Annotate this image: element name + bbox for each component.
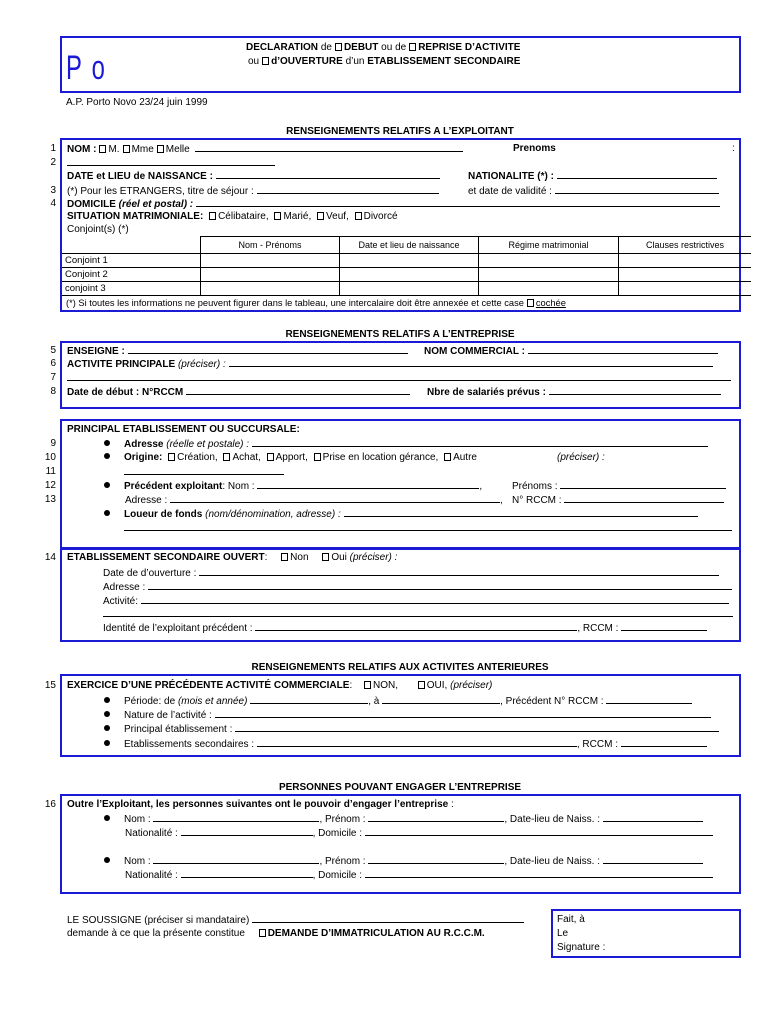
activite-principale-field-continuation[interactable]	[67, 371, 731, 381]
bullet-icon	[104, 510, 110, 516]
fait-a-label: Fait, à	[557, 914, 585, 925]
demande-row: demande à ce que la présente constitue DEMANDE D’IMMATRICULATION AU R.C.C.M.	[67, 928, 485, 939]
table-cell[interactable]	[479, 268, 619, 282]
form-title-line1: DECLARATION de DEBUT ou de REPRISE D’ACTIVITE	[246, 42, 521, 53]
bullet-icon	[104, 725, 110, 731]
nature-row: Nature de l’activité :	[104, 708, 711, 722]
bullet-icon	[104, 482, 110, 488]
personne2-nom-field[interactable]	[153, 854, 319, 864]
personne2-prenom-field[interactable]	[368, 854, 504, 864]
line-number: 10	[44, 452, 56, 463]
origine-row: Origine: Création, Achat, Apport, Prise en location gérance, Autre	[104, 451, 477, 464]
table-cell[interactable]	[201, 282, 340, 296]
personne1-row2: Nationalité : , Domicile :	[125, 826, 713, 840]
personne1-naissance-field[interactable]	[603, 812, 703, 822]
validite-row: et date de validité :	[468, 184, 719, 198]
civilite-melle-checkbox[interactable]	[157, 145, 164, 153]
loueur-row: Loueur de fonds (nom/dénomination, adresse) :	[104, 507, 698, 521]
precedent-nom-field[interactable]	[257, 479, 479, 489]
reference-text: A.P. Porto Novo 23/24 juin 1999	[66, 97, 208, 108]
loueur-line2	[124, 521, 732, 535]
titre-sejour-row: (*) Pour les ETRANGERS, titre de séjour :	[67, 184, 439, 198]
secondaires-anterieur-row: Etablissements secondaires : , RCCM :	[104, 737, 707, 751]
secondaire-adresse-field[interactable]	[148, 580, 732, 590]
secondaire-activite-row: Activité:	[103, 594, 729, 608]
line-number: 14	[44, 552, 56, 563]
table-header: Clauses restrictives	[619, 237, 752, 254]
civilite-mme-checkbox[interactable]	[123, 145, 130, 153]
origine-preciser-field[interactable]	[124, 465, 284, 475]
precedent-adresse-field[interactable]	[170, 493, 500, 503]
personne2-naissance-field[interactable]	[603, 854, 703, 864]
table-cell[interactable]	[340, 268, 479, 282]
line-number: 11	[45, 466, 56, 477]
line-number: 5	[50, 345, 56, 356]
personne2-row2: Nationalité : , Domicile :	[125, 868, 713, 882]
table-row: Conjoint 2	[62, 268, 751, 282]
personnes-intro: Outre l’Exploitant, les personnes suivantes ont le pouvoir d’engager l’entreprise :	[67, 799, 454, 810]
line-number: 6	[50, 358, 56, 369]
table-row: conjoint 3	[62, 282, 751, 296]
demande-checkbox[interactable]	[259, 929, 266, 937]
table-header: Nom - Prénoms	[201, 237, 340, 254]
personnes-section-title: PERSONNES POUVANT ENGAGER L’ENTREPRISE	[278, 782, 522, 793]
personne2-row1: Nom : , Prénom : , Date-lieu de Naiss. :	[104, 854, 703, 868]
table-cell[interactable]	[619, 254, 752, 268]
line-number: 8	[50, 386, 56, 397]
personne1-nationalite-field[interactable]	[181, 826, 313, 836]
le-label: Le	[557, 928, 569, 939]
situation-row: SITUATION MATRIMONIALE: Célibataire, Marié, Veuf, Divorcé	[67, 211, 398, 222]
precedent-rccm-row: N° RCCM :	[512, 493, 724, 507]
ouverture-checkbox[interactable]	[262, 57, 269, 65]
veuf-checkbox[interactable]	[317, 212, 324, 220]
secondaire-adresse-row: Adresse :	[103, 580, 732, 594]
periode-row: Période: de (mois et année) , à , Précédent N° RCCM :	[104, 694, 692, 708]
bullet-icon	[104, 711, 110, 717]
bullet-icon	[104, 697, 110, 703]
nationalite-row: NATIONALITE (*) :	[468, 169, 717, 183]
form-title-line2: ou d’OUVERTURE d’un ETABLISSEMENT SECONDAIRE	[248, 56, 521, 67]
table-cell[interactable]	[340, 282, 479, 296]
creation-checkbox[interactable]	[168, 453, 175, 461]
anterieures-section-title: RENSEIGNEMENTS RELATIFS AUX ACTIVITES ANTERIEURES	[251, 662, 549, 673]
bullet-icon	[104, 740, 110, 746]
divorce-checkbox[interactable]	[355, 212, 362, 220]
table-cell[interactable]	[340, 254, 479, 268]
secondaire-activite-line2	[103, 607, 733, 621]
activite-line2	[67, 371, 731, 385]
titre-sejour-field[interactable]	[257, 184, 439, 194]
table-row: Conjoint 1	[62, 254, 751, 268]
validite-field[interactable]	[555, 184, 719, 194]
precedent-prenoms-field[interactable]	[560, 479, 726, 489]
activite-principale-field[interactable]	[229, 357, 713, 367]
principal-anterieur-field[interactable]	[235, 722, 719, 732]
rccm-field[interactable]	[186, 385, 410, 395]
date-lieu-field[interactable]	[216, 169, 440, 179]
apport-checkbox[interactable]	[267, 453, 274, 461]
date-ouverture-field[interactable]	[199, 566, 719, 576]
nature-field[interactable]	[215, 708, 711, 718]
precedent-prenoms-row: Prénoms :	[512, 479, 726, 493]
precedent-rccm-anterieur-field[interactable]	[606, 694, 692, 704]
line-number: 4	[50, 198, 56, 209]
achat-checkbox[interactable]	[223, 453, 230, 461]
nom-commercial-field[interactable]	[528, 344, 718, 354]
personne2-nationalite-field[interactable]	[181, 868, 313, 878]
table-cell[interactable]	[619, 282, 752, 296]
secondaire-non-checkbox[interactable]	[281, 553, 288, 561]
celibataire-checkbox[interactable]	[209, 212, 216, 220]
enseigne-field[interactable]	[128, 344, 408, 354]
activite-principale-row: ACTIVITE PRINCIPALE (préciser) :	[67, 357, 713, 371]
secondaires-anterieur-field[interactable]	[257, 737, 577, 747]
date-lieu-row: DATE et LIEU de NAISSANCE :	[67, 169, 440, 183]
exercice-row: EXERCICE D’UNE PRÉCÉDENTE ACTIVITÉ COMMERCIALE: NON, OUI, (préciser)	[67, 680, 493, 691]
origine-preciser: (préciser) :	[557, 452, 605, 463]
exploitant-section-title: RENSEIGNEMENTS RELATIFS A L’EXPLOITANT	[286, 126, 514, 137]
secondaire-activite-field[interactable]	[141, 594, 729, 604]
autre-checkbox[interactable]	[444, 453, 451, 461]
personne1-prenom-field[interactable]	[368, 812, 504, 822]
exercice-non-checkbox[interactable]	[364, 681, 371, 689]
conjoints-footnote: (*) Si toutes les informations ne peuvent figurer dans le tableau, une intercalaire doit être annexée et cette case cochée	[66, 298, 566, 308]
logo: Po	[66, 49, 115, 87]
bullet-icon	[104, 440, 110, 446]
identite-row: Identité de l’exploitant précédent : , RCCM :	[103, 621, 707, 635]
debut-checkbox[interactable]	[335, 43, 342, 51]
line-number: 1	[50, 143, 56, 154]
prenoms-label: Prenoms	[513, 143, 556, 154]
nom-commercial-row: NOM COMMERCIAL :	[424, 344, 718, 358]
civilite-m-checkbox[interactable]	[99, 145, 106, 153]
table-cell[interactable]	[201, 268, 340, 282]
line-number: 7	[50, 372, 56, 383]
secondaire-activite-field-continuation[interactable]	[103, 607, 733, 617]
enseigne-row: ENSEIGNE :	[67, 344, 408, 358]
principal-title: PRINCIPAL ETABLISSEMENT OU SUCCURSALE:	[67, 424, 300, 435]
date-debut-row: Date de début : N°RCCM	[67, 385, 410, 399]
location-gerance-checkbox[interactable]	[314, 453, 321, 461]
loueur-field-continuation[interactable]	[124, 521, 732, 531]
origine-line2	[124, 465, 284, 479]
line-number: 15	[44, 680, 56, 691]
entreprise-section-title: RENSEIGNEMENTS RELATIFS A L’ENTREPRISE	[285, 329, 515, 340]
intercalaire-checkbox[interactable]	[527, 299, 534, 307]
table-cell[interactable]	[201, 254, 340, 268]
bullet-icon	[104, 453, 110, 459]
personne1-row1: Nom : , Prénom : , Date-lieu de Naiss. :	[104, 812, 703, 826]
secondaire-row: ETABLISSEMENT SECONDAIRE OUVERT: Non Oui (préciser) :	[67, 552, 398, 563]
domicile-field[interactable]	[196, 197, 720, 207]
nom-field[interactable]	[195, 142, 463, 152]
domicile-row: DOMICILE (réel et postal) :	[67, 197, 720, 211]
prenoms-colon: :	[732, 143, 735, 154]
secondaire-oui-checkbox[interactable]	[322, 553, 329, 561]
soussigne-field[interactable]	[252, 913, 524, 923]
periode-debut-field[interactable]	[250, 694, 368, 704]
date-ouverture-row: Date de d’ouverture :	[103, 566, 719, 580]
table-cell[interactable]	[479, 254, 619, 268]
line-number: 16	[44, 799, 56, 810]
exercice-oui-checkbox[interactable]	[418, 681, 425, 689]
precedent-row: Précédent exploitant: Nom : ,	[104, 479, 482, 493]
table-cell[interactable]	[479, 282, 619, 296]
adresse-row: Adresse (réelle et postale) :	[104, 437, 708, 451]
secondaires-rccm-field[interactable]	[621, 737, 707, 747]
precedent-adresse-row: Adresse : ,	[125, 495, 503, 506]
salaries-row: Nbre de salariés prévus :	[427, 385, 721, 399]
nom-field-continuation[interactable]	[67, 156, 275, 166]
nom-row: NOM : M. Mme Melle	[67, 142, 463, 156]
line-number: 3	[50, 185, 56, 196]
bullet-icon	[104, 857, 110, 863]
conjoints-table	[62, 236, 751, 296]
line-number: 13	[44, 494, 56, 505]
soussigne-row: LE SOUSSIGNE (préciser si mandataire)	[67, 913, 524, 927]
nom-line2	[67, 156, 275, 170]
bullet-icon	[104, 815, 110, 821]
principal-anterieur-row: Principal établissement :	[104, 722, 719, 736]
precedent-rccm-field[interactable]	[564, 493, 724, 503]
line-number: 2	[50, 157, 56, 168]
line-number: 9	[50, 438, 56, 449]
personne1-nom-field[interactable]	[153, 812, 319, 822]
signature-label: Signature :	[557, 942, 606, 953]
identite-rccm-field[interactable]	[621, 621, 707, 631]
loueur-field[interactable]	[344, 507, 698, 517]
marie-checkbox[interactable]	[274, 212, 281, 220]
table-cell[interactable]	[619, 268, 752, 282]
personne1-domicile-field[interactable]	[365, 826, 713, 836]
table-header: Date et lieu de naissance	[340, 237, 479, 254]
salaries-field[interactable]	[549, 385, 721, 395]
adresse-field[interactable]	[252, 437, 708, 447]
personne2-domicile-field[interactable]	[365, 868, 713, 878]
table-header: Régime matrimonial	[479, 237, 619, 254]
reprise-checkbox[interactable]	[409, 43, 416, 51]
periode-fin-field[interactable]	[382, 694, 500, 704]
line-number: 12	[44, 480, 56, 491]
identite-field[interactable]	[255, 621, 577, 631]
nationalite-field[interactable]	[557, 169, 717, 179]
conjoints-label: Conjoint(s) (*)	[67, 224, 129, 235]
